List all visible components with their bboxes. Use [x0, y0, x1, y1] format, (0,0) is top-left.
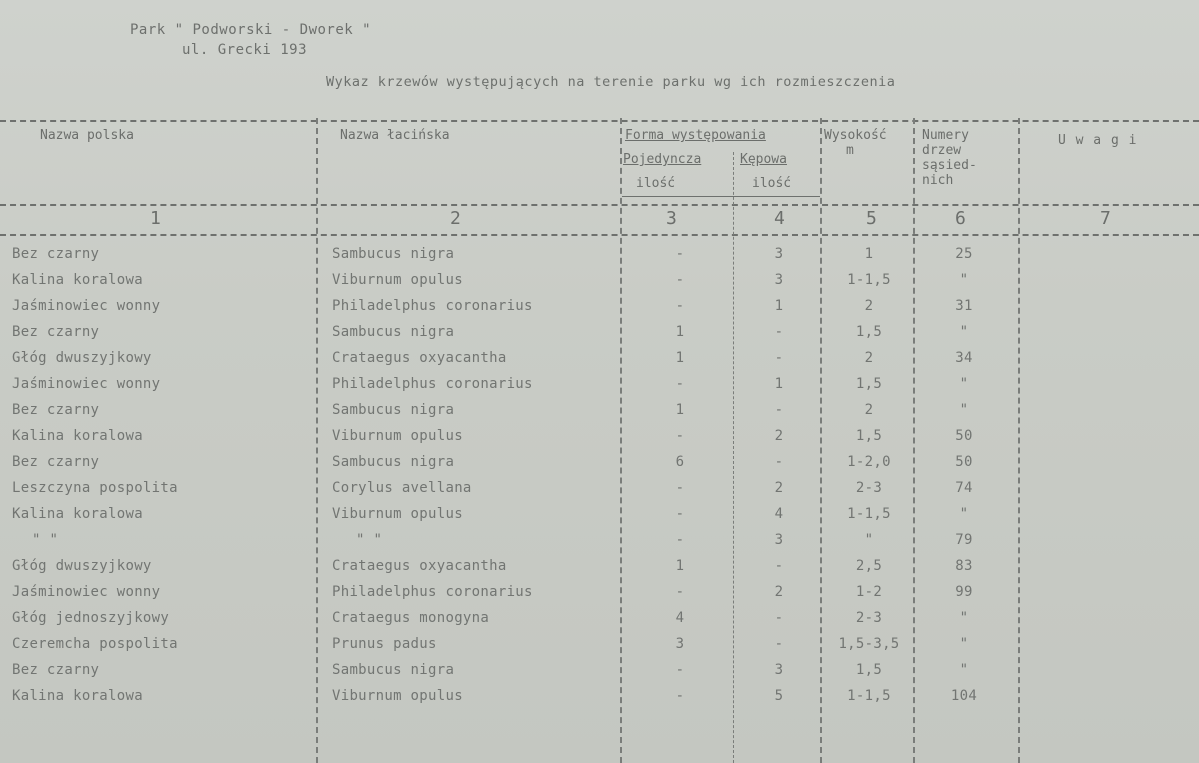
header-group: Kępowa — [740, 152, 787, 167]
group-count: 5 — [774, 688, 784, 704]
single-count: 1 — [675, 558, 685, 574]
table-row — [0, 376, 1199, 402]
subheader-rule — [622, 196, 820, 197]
height-value: 1,5 — [855, 662, 883, 678]
polish-name: Bez czarny — [12, 662, 100, 678]
height-value: 1,5 — [855, 376, 883, 392]
height-value: 2 — [864, 298, 874, 314]
group-count: 1 — [774, 376, 784, 392]
group-count: - — [774, 324, 784, 340]
polish-name: Głóg jednoszyjkowy — [12, 610, 170, 626]
single-count: - — [675, 298, 685, 314]
table-row — [0, 428, 1199, 454]
height-value: 1-2,0 — [847, 454, 891, 470]
latin-name: Sambucus nigra — [332, 662, 455, 678]
latin-name: " " — [356, 532, 383, 548]
single-count: 1 — [675, 324, 685, 340]
height-value: 1,5-3,5 — [838, 636, 900, 652]
height-value: 1-1,5 — [847, 506, 891, 522]
polish-name: Kalina koralowa — [12, 688, 143, 704]
table-row — [0, 610, 1199, 636]
header-trees: drzew — [922, 143, 962, 158]
table-row — [0, 480, 1199, 506]
height-value: 2 — [864, 402, 874, 418]
single-count: 3 — [675, 636, 685, 652]
header-count-single: ilość — [636, 176, 676, 191]
polish-name: Głóg dwuszyjkowy — [12, 350, 152, 366]
column-number: 1 — [150, 208, 161, 229]
latin-name: Philadelphus coronarius — [332, 584, 533, 600]
latin-name: Sambucus nigra — [332, 324, 455, 340]
height-value: 2-3 — [855, 610, 883, 626]
polish-name: Czeremcha pospolita — [12, 636, 178, 652]
header-height: Wysokość — [824, 128, 887, 143]
tree-numbers: 50 — [955, 428, 973, 444]
single-count: - — [675, 662, 685, 678]
tree-numbers: 74 — [955, 480, 973, 496]
tree-numbers: 83 — [955, 558, 973, 574]
height-value: 1 — [864, 246, 874, 262]
table-row — [0, 636, 1199, 662]
header-trees: sąsied- — [922, 158, 977, 173]
height-value: 1-1,5 — [847, 688, 891, 704]
latin-name: Prunus padus — [332, 636, 437, 652]
latin-name: Sambucus nigra — [332, 246, 455, 262]
tree-numbers: " — [959, 376, 969, 392]
polish-name: Bez czarny — [12, 246, 100, 262]
tree-numbers: " — [959, 506, 969, 522]
polish-name: Jaśminowiec wonny — [12, 376, 161, 392]
column-number: 5 — [866, 208, 877, 229]
column-number: 3 — [666, 208, 677, 229]
polish-name: Bez czarny — [12, 324, 100, 340]
table-row — [0, 272, 1199, 298]
column-number: 2 — [450, 208, 461, 229]
header-trees: Numery — [922, 128, 969, 143]
single-count: - — [675, 506, 685, 522]
single-count: - — [675, 272, 685, 288]
tree-numbers: " — [959, 272, 969, 288]
latin-name: Sambucus nigra — [332, 454, 455, 470]
single-count: - — [675, 584, 685, 600]
single-count: 1 — [675, 402, 685, 418]
latin-name: Philadelphus coronarius — [332, 298, 533, 314]
tree-numbers: 79 — [955, 532, 973, 548]
column-number: 4 — [774, 208, 785, 229]
group-count: 1 — [774, 298, 784, 314]
latin-name: Viburnum opulus — [332, 688, 463, 704]
tree-numbers: 31 — [955, 298, 973, 314]
latin-name: Corylus avellana — [332, 480, 472, 496]
tree-numbers: " — [959, 402, 969, 418]
polish-name: " " — [32, 532, 59, 548]
group-count: 3 — [774, 272, 784, 288]
single-count: - — [675, 376, 685, 392]
table-row — [0, 324, 1199, 350]
height-value: 2 — [864, 350, 874, 366]
polish-name: Jaśminowiec wonny — [12, 298, 161, 314]
latin-name: Crataegus oxyacantha — [332, 350, 507, 366]
table-row — [0, 454, 1199, 480]
tree-numbers: " — [959, 662, 969, 678]
table-row — [0, 584, 1199, 610]
group-count: 2 — [774, 480, 784, 496]
table-row — [0, 298, 1199, 324]
single-count: - — [675, 480, 685, 496]
tree-numbers: " — [959, 636, 969, 652]
height-value: " — [864, 532, 874, 548]
latin-name: Viburnum opulus — [332, 272, 463, 288]
latin-name: Crataegus oxyacantha — [332, 558, 507, 574]
park-address: ul. Grecki 193 — [182, 42, 308, 58]
latin-name: Philadelphus coronarius — [332, 376, 533, 392]
polish-name: Bez czarny — [12, 454, 100, 470]
group-count: 2 — [774, 584, 784, 600]
polish-name: Leszczyna pospolita — [12, 480, 178, 496]
single-count: - — [675, 688, 685, 704]
document-subtitle: Wykaz krzewów występujących na terenie parku wg ich rozmieszczenia — [326, 74, 896, 90]
single-count: - — [675, 532, 685, 548]
group-count: 3 — [774, 246, 784, 262]
group-count: 2 — [774, 428, 784, 444]
tree-numbers: " — [959, 610, 969, 626]
group-count: - — [774, 636, 784, 652]
header-height-unit: m — [846, 143, 854, 158]
polish-name: Kalina koralowa — [12, 506, 143, 522]
polish-name: Bez czarny — [12, 402, 100, 418]
single-count: 1 — [675, 350, 685, 366]
group-count: - — [774, 454, 784, 470]
park-title: Park " Podworski - Dworek " — [130, 22, 372, 38]
table-row — [0, 402, 1199, 428]
header-polish-name: Nazwa polska — [40, 128, 134, 143]
height-value: 2,5 — [855, 558, 883, 574]
table-row — [0, 246, 1199, 272]
latin-name: Viburnum opulus — [332, 428, 463, 444]
latin-name: Viburnum opulus — [332, 506, 463, 522]
height-value: 2-3 — [855, 480, 883, 496]
tree-numbers: 104 — [950, 688, 978, 704]
group-count: 4 — [774, 506, 784, 522]
single-count: - — [675, 428, 685, 444]
tree-numbers: 99 — [955, 584, 973, 600]
tree-numbers: 25 — [955, 246, 973, 262]
column-number: 6 — [955, 208, 966, 229]
polish-name: Kalina koralowa — [12, 428, 143, 444]
tree-numbers: 34 — [955, 350, 973, 366]
table-row — [0, 688, 1199, 714]
height-value: 1-2 — [855, 584, 883, 600]
header-latin-name: Nazwa łacińska — [340, 128, 450, 143]
polish-name: Jaśminowiec wonny — [12, 584, 161, 600]
latin-name: Sambucus nigra — [332, 402, 455, 418]
table-row — [0, 350, 1199, 376]
table-row — [0, 532, 1199, 558]
header-single: Pojedyncza — [623, 152, 702, 167]
tree-numbers: " — [959, 324, 969, 340]
header-count-group: ilość — [752, 176, 792, 191]
single-count: - — [675, 246, 685, 262]
table-row — [0, 506, 1199, 532]
group-count: - — [774, 558, 784, 574]
header-notes: U w a g i — [1058, 133, 1138, 148]
polish-name: Kalina koralowa — [12, 272, 143, 288]
group-count: - — [774, 402, 784, 418]
single-count: 6 — [675, 454, 685, 470]
height-value: 1,5 — [855, 324, 883, 340]
height-value: 1,5 — [855, 428, 883, 444]
height-value: 1-1,5 — [847, 272, 891, 288]
single-count: 4 — [675, 610, 685, 626]
table-row — [0, 662, 1199, 688]
group-count: - — [774, 350, 784, 366]
latin-name: Crataegus monogyna — [332, 610, 490, 626]
polish-name: Głóg dwuszyjkowy — [12, 558, 152, 574]
table-row — [0, 558, 1199, 584]
tree-numbers: 50 — [955, 454, 973, 470]
header-trees: nich — [922, 173, 954, 188]
group-count: - — [774, 610, 784, 626]
group-count: 3 — [774, 662, 784, 678]
column-number: 7 — [1100, 208, 1111, 229]
header-occurrence: Forma występowania — [625, 128, 766, 143]
group-count: 3 — [774, 532, 784, 548]
